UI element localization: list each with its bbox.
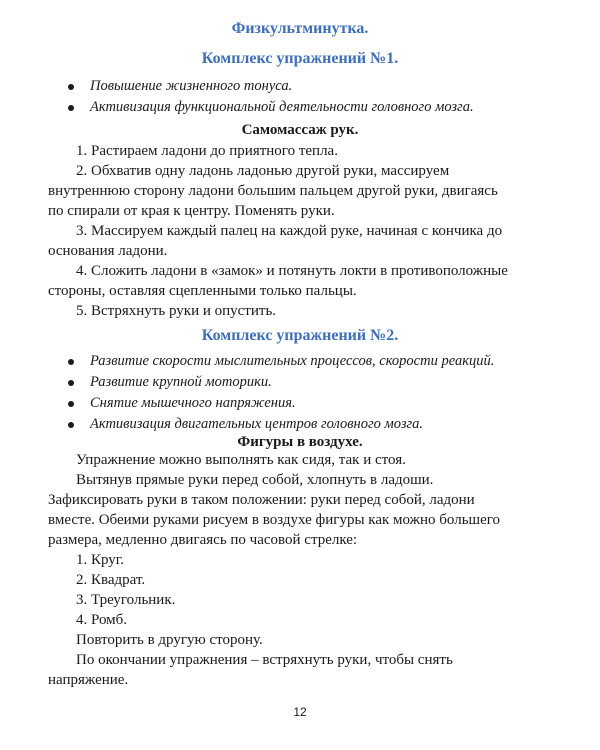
step-line: 5. Встряхнуть руки и опустить. [76, 303, 277, 319]
complex1-goals [64, 76, 564, 118]
complex2-title: Комплекс упражнений №2. [201, 327, 399, 344]
page-title: Физкультминутка. [231, 20, 369, 37]
goal-item: Развитие крупной моторики. [64, 372, 564, 393]
step-line: 1. Растираем ладони до приятного тепла. [76, 143, 338, 159]
goal-item: Развитие скорости мыслительных процессов, скорости реакций. [64, 351, 564, 372]
complex2-goals [64, 351, 564, 435]
air-figures-text [48, 450, 568, 690]
goal-item: Активизация двигательных центров головного мозга. [64, 414, 564, 435]
text-line: напряжение. [48, 672, 129, 688]
step-line: основания ладони. [48, 243, 168, 259]
text-line: Вытянув прямые руки перед собой, хлопнуть в ладоши. [76, 472, 434, 488]
figure-item: 4. Ромб. [76, 612, 128, 628]
text-line: По окончании упражнения – встряхнуть руки, чтобы снять [76, 652, 453, 668]
text-line: Повторить в другую сторону. [76, 632, 263, 648]
text-line: Зафиксировать руки в таком положении: руки перед собой, ладони [48, 492, 475, 508]
step-line: внутреннюю сторону ладони большим пальцем другой руки, двигаясь [48, 183, 498, 199]
step-line: 4. Сложить ладони в «замок» и потянуть локти в противоположные [76, 263, 508, 279]
hand-massage-steps [48, 141, 568, 321]
figure-item: 3. Треугольник. [76, 592, 176, 608]
figure-item: 2. Квадрат. [76, 572, 146, 588]
page-number: 12 [293, 705, 307, 719]
goal-item: Повышение жизненного тонуса. [64, 76, 564, 97]
step-line: 3. Массируем каждый палец на каждой руке, начиная с кончика до [76, 223, 503, 239]
exercise-title-hand-massage: Самомассаж рук. [241, 122, 359, 138]
text-line: Упражнение можно выполнять как сидя, так и стоя. [76, 452, 406, 468]
figure-item: 1. Круг. [76, 552, 125, 568]
goal-item: Активизация функциональной деятельности головного мозга. [64, 97, 564, 118]
text-line: размера, медленно двигаясь по часовой стрелке: [48, 532, 358, 548]
exercise-title-air-figures: Фигуры в воздухе. [237, 434, 363, 450]
goal-item: Снятие мышечного напряжения. [64, 393, 564, 414]
text-line: вместе. Обеими руками рисуем в воздухе фигуры как можно большего [48, 512, 501, 528]
step-line: стороны, оставляя сцепленными только пальцы. [48, 283, 357, 299]
step-line: по спирали от края к центру. Поменять руки. [48, 203, 335, 219]
complex1-title: Комплекс упражнений №1. [201, 50, 399, 67]
step-line: 2. Обхватив одну ладонь ладонью другой руки, массируем [76, 163, 450, 179]
